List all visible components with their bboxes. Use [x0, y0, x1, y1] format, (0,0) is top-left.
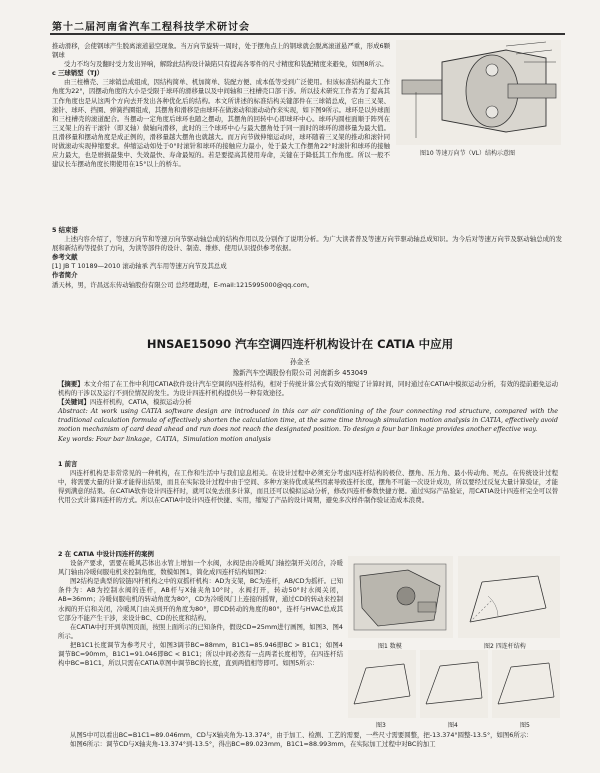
keywords-text: 四连杆机构，CATIA，模拟运动分析 — [89, 398, 192, 407]
section-2-left — [58, 550, 343, 668]
article-author: 孙金圣 — [290, 358, 310, 366]
paragraph: 设备产要求，需要在暖风芯体出水管上增加一个水阀，水阀是由冷暖风门轴控制开关闭合，冷暖风门轴由冷暖伺服电机来控制角度，数模如图1，简化成四连杆结构如图2： — [58, 559, 343, 577]
figure-2 — [458, 556, 560, 638]
section-1 — [58, 460, 558, 505]
prev-article-bottom — [52, 226, 562, 290]
figure-5-caption: 图5 — [520, 722, 530, 729]
figure-10-caption: 图10 等速万向节（VL）结构示意图 — [420, 150, 515, 157]
section-heading: 1 前言 — [58, 460, 78, 468]
figure-4-caption: 图4 — [448, 722, 458, 729]
section-heading: c 三球销型（TJ） — [52, 69, 104, 78]
figure-10 — [396, 40, 561, 145]
reference-item: [1] JB T 10189—2010 滚动轴承 汽车用等速万向节及其总成 — [52, 262, 227, 271]
sketch-4 — [420, 650, 488, 718]
four-bar-linkage-sketch — [458, 556, 560, 638]
author-info: 潘天林，男，许昌远东传动轴股份有限公司 总经理助理，E-mail:1215995000@qq.com。 — [52, 280, 314, 289]
author-heading: 作者简介 — [52, 271, 78, 280]
running-header: 第十二届河南省汽车工程科技学术研讨会 — [52, 22, 250, 33]
figure-1-caption: 图1 数模 — [378, 643, 402, 650]
keywords-label: 【关键词】 — [58, 398, 90, 407]
references-heading: 参考文献 — [52, 253, 78, 262]
abstract-text: 本文介绍了在工作中利用CATIA软件设计汽车空调的四连杆结构，相对于传统计算公式有效的缩短了计算时间，同时通过在CATIA中模拟运动分析，有效的提前避免运动机构的干涉以及运行不到位情况的发生。为设计四连杆机构提供另一种有效途径。 — [58, 380, 559, 398]
joint-diagram — [396, 40, 561, 145]
figure-2-caption: 图2 四连杆结构 — [484, 643, 526, 650]
section-heading: 2 在 CATIA 中设计四连杆的案例 — [58, 550, 154, 558]
sketch-5 — [492, 650, 560, 718]
paragraph: 从图5中可以看出BC=B1C1=89.046mm，CD与X轴夹角为-13.374°，由于加工、检测、工艺的需要，一些尺寸需要圆整，把-13.374°圆整-13.5°，如图6所示： — [70, 731, 533, 739]
paragraph: 由三柱槽壳、三球销总成组成，因结构简单、机加简单、装配方便、成本低等受到广泛使用。但该标准结构最大工作角度为22°，因摆动角度的大小是受限于球环的滑移量以及中间轴和三柱槽壳口部干涉。所以技术研究工作者为了提高其工作角度也是从这两个方向去开发出各种优化后的结构。本文所讲述的标准结构关键部件在三球销总成，它由三叉架、滚针、球环、挡圈、弹簧挡圈组成，其摆角和滑移是由球环在做滚动和滚动动作来实现，如下图9所示。球环是以外球面和三柱槽壳的滚道配合。当摆动一定角度后球环也随之摆动，其摆角的回转中心即球环中心。球环内圆柱面顺于阵列在三叉架上的若干滚针（即叉轴）做轴向滑移，此时的三个球环中心与最大摆角处于同一面时的球环的滑移量为最大值。且滑移量和摆动角度是成正例的，滑移量越大摆角也就越大。而万向节做伸缩运动时，球环随着三叉架的推动和滚针同时做滚动实现伸缩要求。伸缩运动如处于0°时滚针和球环的接触应力最小，处于最大工作摆角22°时滚针和球环的接触应力最大，也是磨损最集中、失效最快、寿命最短的。若是要提高其使用寿命，关键在于降低其工作角度。所以一般不建议长车摆动角度长期使用在15°以上的桥车。 — [52, 78, 390, 169]
paragraph: 如图6所示：调节CD与X轴夹角-13.374°到-13.5°，得出BC=89.023mm，B1C1=88.993mm，在实际加工过程中对BC的加工 — [70, 740, 436, 749]
paragraph: 图2结构是典型的铰链四杆机构之中的双摇杆机构：AD为支架，BC为连杆，AB/CD为摇杆。已知条件为：AB为控制水阀的连杆，AB杆与X轴夹角10°时，水阀打开，转动50°时水阀关闭，AB=36mm；冷暖伺服电机的转动角度为80°，CD为冷暖风门上连接的摇臂，通过CD的转动来控制水阀的开启和关闭，冷暖风门由关到开的角度为80°，即CD转动的角度的80°，连杆与HVAC总成其它部分不能产生干涉，来设计BC、CD的长度和结构。 — [58, 577, 343, 622]
sketch-3 — [348, 650, 416, 718]
figure-3-caption: 图3 — [376, 722, 386, 729]
paragraph: 在CATIA中打开到草图页面，按照上面所示的已知条件，假设CD=25mm进行画图，如图3、图4所示。 — [58, 622, 343, 640]
figure-5 — [492, 650, 560, 718]
figure-1 — [348, 556, 453, 638]
article-title: HNSAE15090 汽车空调四连杆机构设计在 CATIA 中应用 — [146, 337, 454, 351]
paragraph: 四连杆机构是非常常见的一种机构，在工作和生活中与我们息息相关。在设计过程中必须充分考虑四连杆结构的极位、摆角、压力角、最小传动角、死点。在传统设计过程中，将需要大量的计算才能得出结果，而且在实际设计过程中由于空间、多种方案待优或某些因素导致连杆长度，摆角不可能一次设计成功，所以要经过反复大量计算验证，才能得到满意的结果。在CATIA软件设计四连杆时，就可以免去很多计算，而且还可以模拟运动分析，修改四连杆参数快捷方便。通过实际产品验证，用CATIA设计四连杆完全可以替代用公式计算四连杆的方式。所以在CATIA中设计四连杆快捷、实用，缩短了产品的设计周期，避免多次样件制作验证造成本浪费。 — [58, 469, 558, 505]
bottom-paragraphs — [58, 731, 558, 749]
figure-4 — [420, 650, 488, 718]
abstract-block — [58, 380, 558, 444]
paragraph: 受力不均匀及翻时受力发出异响，解除此结构设计缺陷只有提高各零件的尺寸精度和装配精度来避免，如图8所示。 — [64, 60, 388, 69]
keywords-en: Key words: Four bar linkage，CATIA，Simulation motion analysis — [58, 434, 271, 443]
prev-article-top — [52, 42, 390, 169]
figure-3 — [348, 650, 416, 718]
paragraph: 推动滑移，会使钢球产生脱离滚道悬空现象。当万向节旋转一周时，处于摆角点上的钢球就会脱离滚道悬严重，形成6颗钢球 — [52, 42, 390, 60]
abstract-label: 【摘要】 — [58, 380, 84, 388]
paragraph: 上述内容介绍了，等速万向节和等速万向节驱动轴总成的结构作用以及分别作了说明分析。为广大读者普及等速万向节驱动轴总成知识。为今后对等速万向节及驱动轴总成的发展和新结构等提供了方向，为读等部件的设计、制造、维修、使用认识提供参考依据。 — [52, 235, 562, 253]
section-heading: 5 结束语 — [52, 226, 78, 234]
cad-model-sketch — [348, 556, 453, 638]
paragraph: 把B1C1长度调节为参考尺寸，如图3调节BC=88mm，B1C1=85.946即BC > B1C1；如图4调节BC=90mm，B1C1=91.046即BC < B1C1；所以中间必然有一点两者长度相等，在四连杆结构中BC=B1C1，所以只需在CATIA草图中调节BC的长度，直到两值相等即可。如图5所示： — [58, 640, 343, 668]
article-affiliation: 豫新汽车空调股份有限公司 河南新乡 453049 — [232, 369, 368, 377]
header-rule — [50, 33, 565, 35]
abstract-en: Abstract: At work using CATIA software design are introduced in this car air conditioning of the four connecting rod structure, compared with the traditional calculation formula of effectively shorten the calculation time, at the same time through simulation motion analysis in CATIA, effectively avoid motion mechanism of card dead ahead and run does not reach the designated position. To design a four bar linkage provides another effective way. — [58, 407, 558, 434]
